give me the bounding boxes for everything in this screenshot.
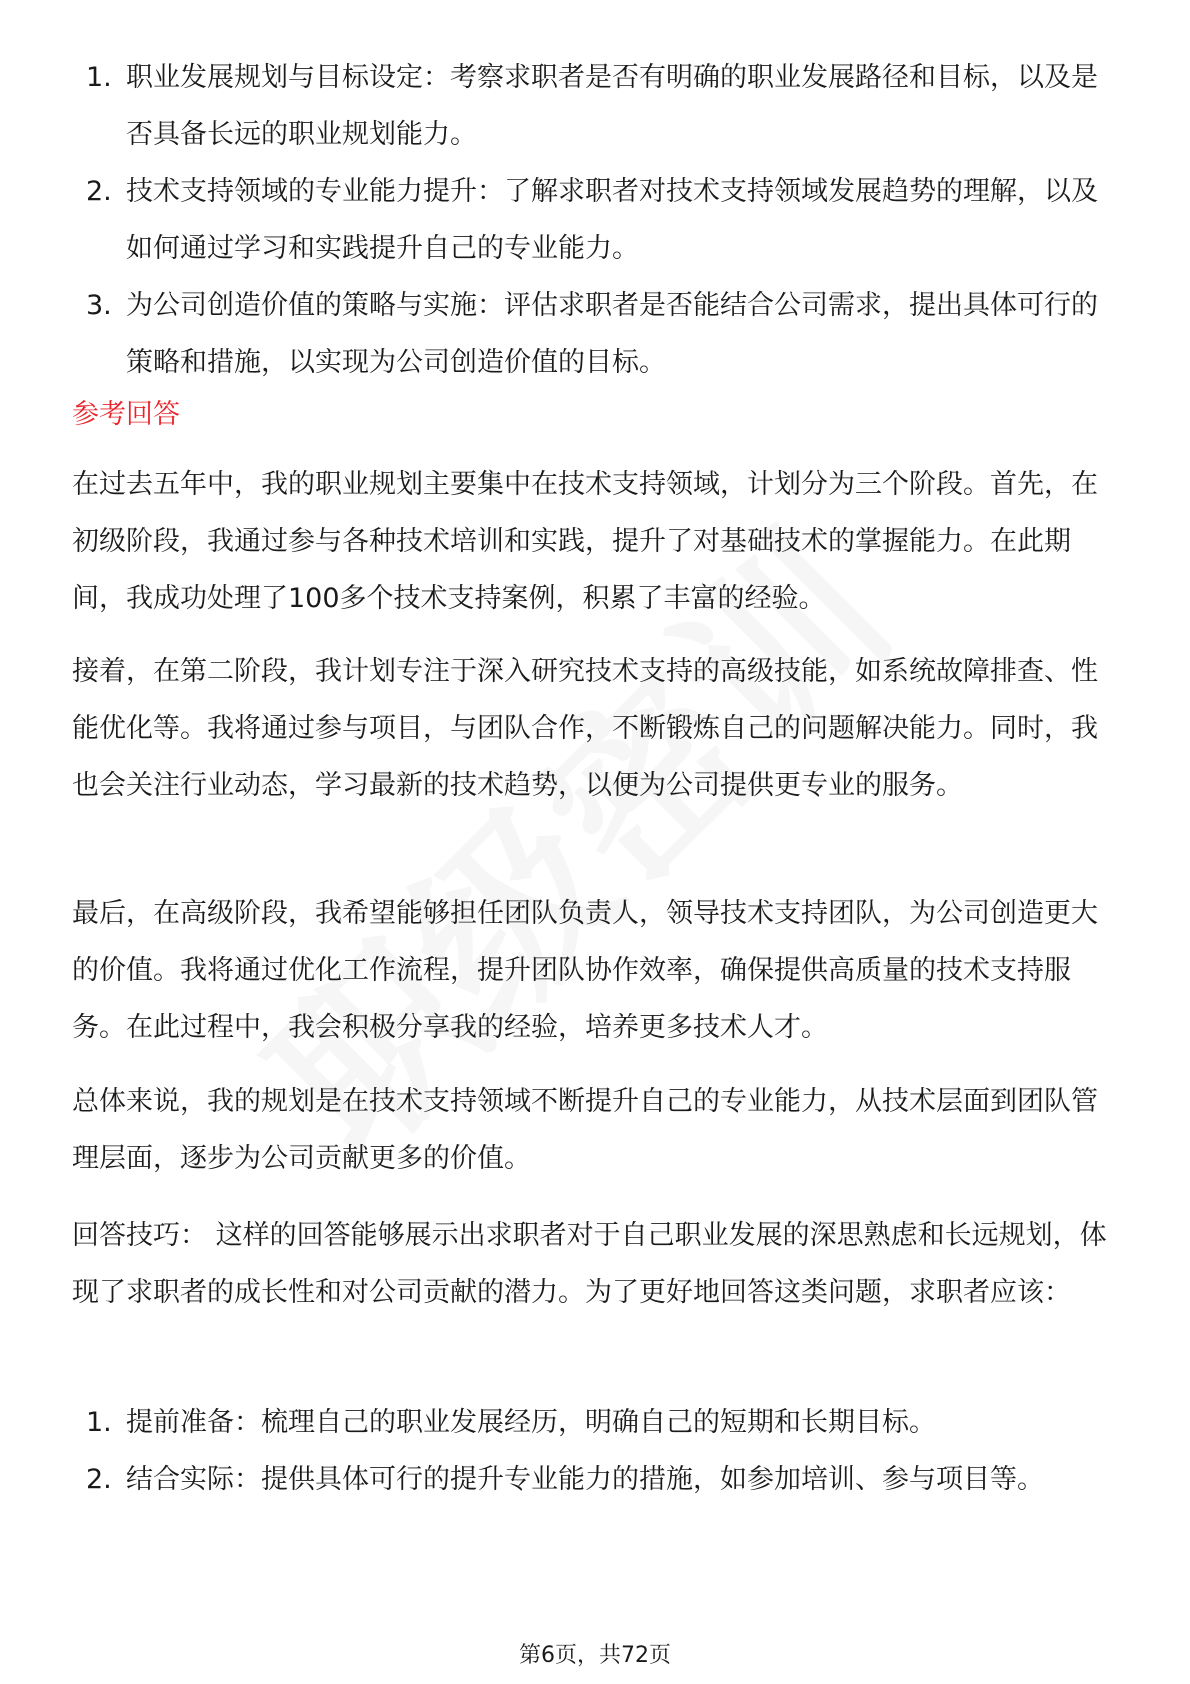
list-number: 1. xyxy=(86,1407,112,1438)
section-heading: 参考回答 xyxy=(72,399,180,430)
page-footer: 第6页，共72页 xyxy=(519,1643,671,1668)
list-text: 为公司创造价值的策略与实施：评估求职者是否能结合公司需求，提出具体可行的策略和措施，以实现为公司创造价值的目标。 xyxy=(126,290,1098,378)
paragraph: 总体来说，我的规划是在技术支持领域不断提升自己的专业能力，从技术层面到团队管理层面，逐步为公司贡献更多的价值。 xyxy=(72,1086,1098,1174)
list-text: 提前准备：梳理自己的职业发展经历，明确自己的短期和长期目标。 xyxy=(126,1407,936,1438)
document-page xyxy=(72,0,1118,1684)
list-item xyxy=(72,1394,1118,1451)
list-item xyxy=(72,1451,1118,1508)
list-number: 1. xyxy=(86,62,112,93)
paragraph: 最后，在高级阶段，我希望能够担任团队负责人，领导技术支持团队，为公司创造更大的价值。我将通过优化工作流程，提升团队协作效率，确保提供高质量的技术支持服务。在此过程中，我会积极分享我的经验，培养更多技术人才。 xyxy=(72,898,1098,1043)
list-item xyxy=(72,163,1118,277)
top-numbered-list xyxy=(72,49,1118,391)
list-number: 3. xyxy=(86,290,112,321)
list-text: 技术支持领域的专业能力提升：了解求职者对技术支持领域发展趋势的理解，以及如何通过学习和实践提升自己的专业能力。 xyxy=(126,176,1098,264)
paragraph: 回答技巧： 这样的回答能够展示出求职者对于自己职业发展的深思熟虑和长远规划，体现了求职者的成长性和对公司贡献的潜力。为了更好地回答这类问题，求职者应该： xyxy=(72,1220,1107,1308)
list-number: 2. xyxy=(86,1464,112,1495)
list-number: 2. xyxy=(86,176,112,207)
paragraph: 接着，在第二阶段，我计划专注于深入研究技术支持的高级技能，如系统故障排查、性能优化等。我将通过参与项目，与团队合作，不断锻炼自己的问题解决能力。同时，我也会关注行业动态，学习最新的技术趋势，以便为公司提供更专业的服务。 xyxy=(72,656,1098,801)
bottom-numbered-list xyxy=(72,1394,1118,1508)
paragraph: 在过去五年中，我的职业规划主要集中在技术支持领域，计划分为三个阶段。首先，在初级阶段，我通过参与各种技术培训和实践，提升了对基础技术的掌握能力。在此期间，我成功处理了100多个技术支持案例，积累了丰富的经验。 xyxy=(72,469,1098,614)
list-item xyxy=(72,277,1118,391)
list-item xyxy=(72,49,1118,163)
list-text: 结合实际：提供具体可行的提升专业能力的措施，如参加培训、参与项目等。 xyxy=(126,1464,1044,1495)
list-text: 职业发展规划与目标设定：考察求职者是否有明确的职业发展路径和目标，以及是否具备长远的职业规划能力。 xyxy=(126,62,1098,150)
